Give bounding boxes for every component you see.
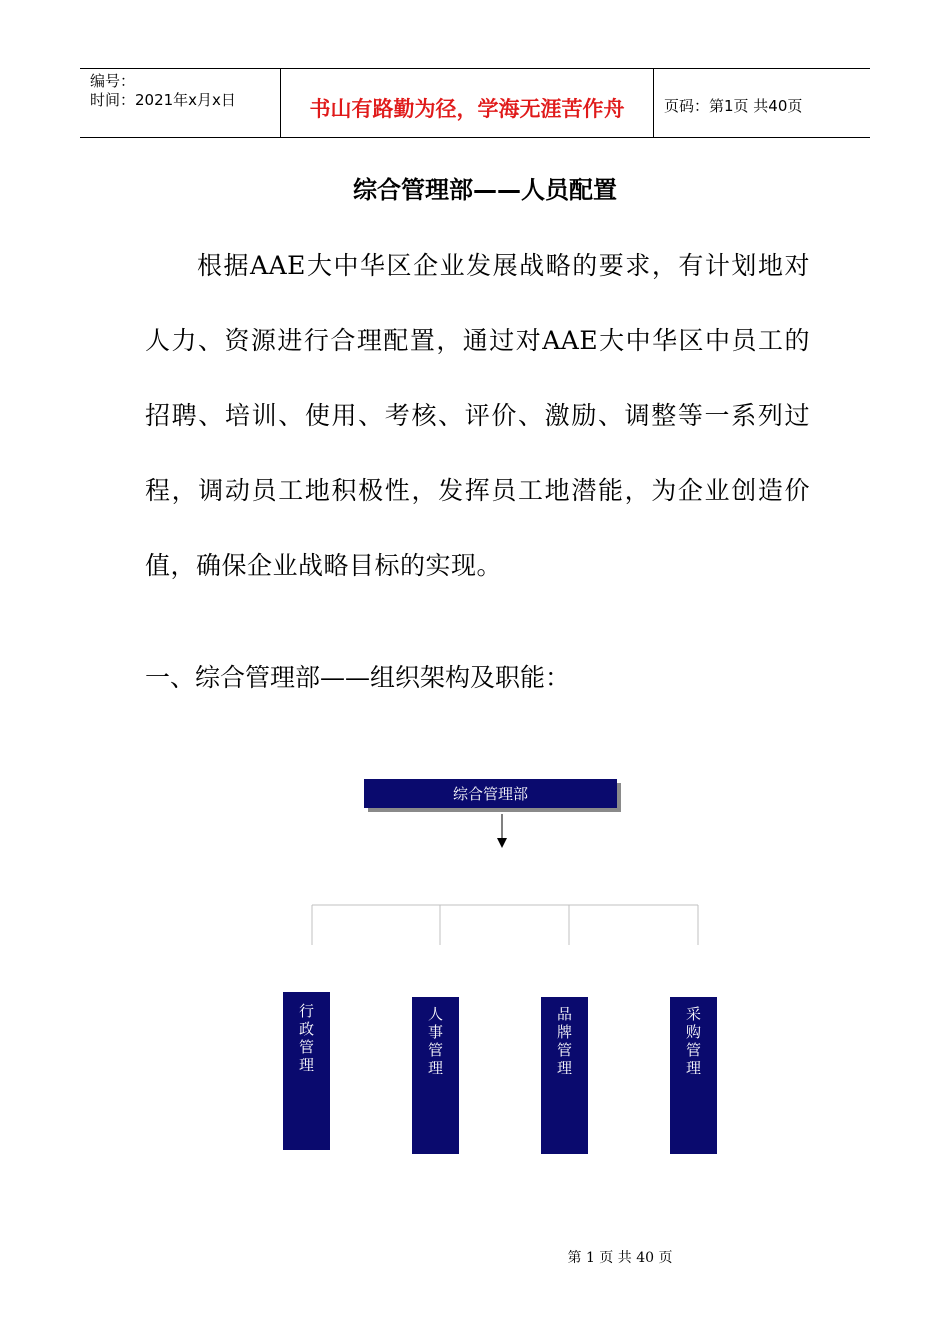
org-root-label: 综合管理部 [452, 785, 528, 803]
dept-label-brand: 品牌管理 [557, 1005, 573, 1077]
dept-label-admin: 行政管理 [299, 1002, 315, 1074]
page-footer: 第 1 页 共 40 页 [567, 1250, 673, 1266]
dept-box-purchasing [670, 997, 717, 1154]
dept-box-admin [283, 992, 330, 1150]
header-motto: 书山有路勤为径，学海无涯苦作舟 [309, 97, 625, 121]
intro-paragraph: 根据AAE大中华区企业发展战略的要求，有计划地对人力、资源进行合理配置，通过对AAE大中华区中员工的招聘、培训、使用、考核、评价、激励、调整等一系列过程，调动员工地积极性，发挥员工地潜能，为企业创造价值，确保企业战略目标的实现。 [145, 251, 810, 580]
dept-label-purchasing: 采购管理 [686, 1005, 702, 1077]
serial-label: 编号： [90, 72, 136, 90]
document-title: 综合管理部——人员配置 [353, 176, 617, 204]
dept-box-hr [412, 997, 459, 1154]
header-page-info: 页码：第1页 共40页 [664, 97, 803, 115]
dept-label-hr: 人事管理 [428, 1005, 444, 1077]
section-heading: 一、综合管理部——组织架构及职能： [145, 663, 571, 692]
time-label: 时间：2021年x月x日 [90, 91, 236, 109]
dept-box-brand [541, 997, 588, 1154]
